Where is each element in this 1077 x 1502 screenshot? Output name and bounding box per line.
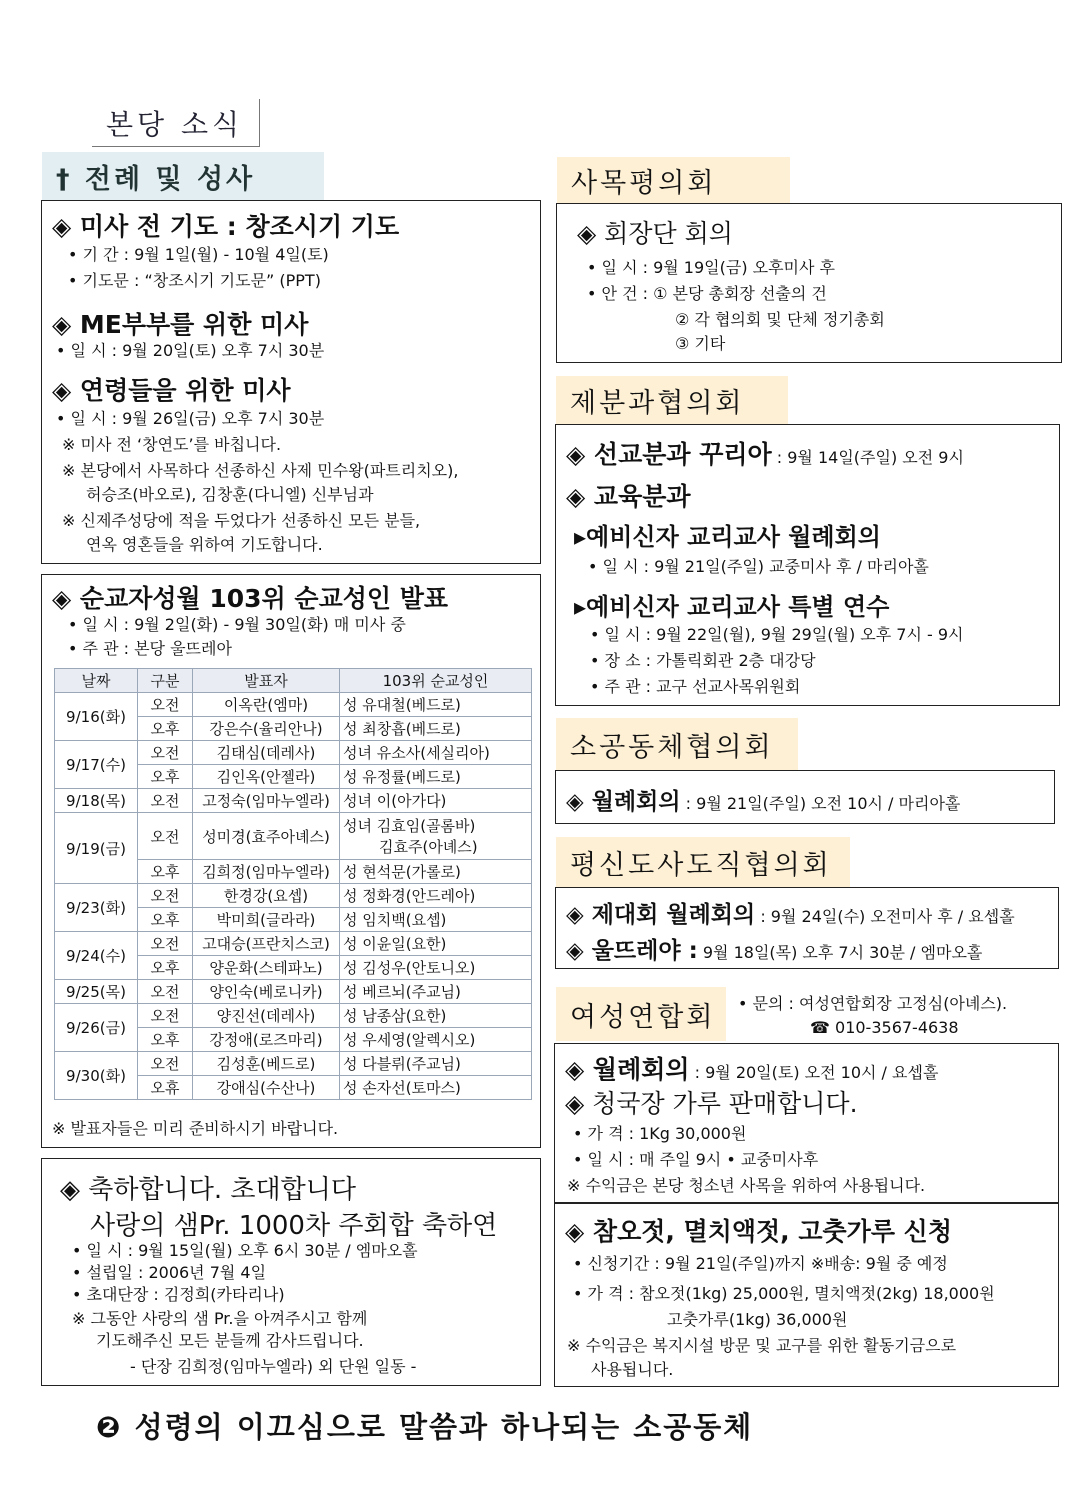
order-note-2: 사용됩니다.	[591, 1360, 674, 1379]
laity-title: 평신도사도직협의회	[570, 849, 832, 881]
saint-cell: 성 유대철(베드로)	[340, 693, 532, 717]
edu-sub2-time: • 일 시 : 9월 22일(월), 9월 29일(월) 오후 7시 - 9시	[590, 625, 964, 644]
table-row	[55, 789, 532, 813]
edu-sub1-time: • 일 시 : 9월 21일(주일) 교중미사 후 / 마리아홀	[588, 557, 929, 576]
souls-mass-heading: ◈ 연령들을 위한 미사	[52, 376, 291, 405]
department-box	[555, 424, 1060, 706]
section-header	[92, 99, 260, 147]
date-cell: 9/26(금)	[55, 1004, 138, 1052]
order-price-2: 고춧가루(1kg) 36,000원	[667, 1310, 848, 1329]
education-heading: ◈ 교육분과	[566, 482, 691, 511]
table-header-row	[55, 669, 532, 693]
celebration-thanks2: 기도해주신 모든 분들께 감사드립니다.	[96, 1331, 364, 1350]
date-cell: 9/18(목)	[55, 789, 138, 813]
edu-sub2-host: • 주 관 : 교구 선교사목위원회	[590, 677, 801, 696]
speaker-cell: 강은수(율리안나)	[193, 717, 340, 741]
edu-sub2-heading: ▸예비신자 교리교사 특별 연수	[574, 593, 890, 621]
saint-cell: 성 우세영(알렉시오)	[340, 1028, 532, 1052]
sale-price: • 가 격 : 1Kg 30,000원	[573, 1124, 747, 1143]
sale-heading: ◈ 청국장 가루 판매합니다.	[565, 1089, 858, 1118]
women-box	[554, 1043, 1059, 1203]
laity-tab	[556, 837, 850, 887]
speaker-cell: 박미희(글라라)	[193, 908, 340, 932]
celebration-box	[41, 1158, 541, 1386]
mission-heading	[566, 435, 964, 471]
celebration-time: • 일 시 : 9월 15일(월) 오후 6시 30분 / 엠마오홀	[72, 1241, 418, 1260]
speaker-cell: 강애심(수산나)	[193, 1076, 340, 1100]
time-cell: 오전	[138, 789, 193, 813]
table-row	[55, 932, 532, 956]
col-saint: 103위 순교성인	[340, 669, 532, 693]
martyrs-heading: ◈ 순교자성월 103위 순교성인 발표	[52, 584, 449, 613]
time-cell: 오전	[138, 741, 193, 765]
speaker-cell: 한경강(요셉)	[193, 884, 340, 908]
date-cell: 9/17(수)	[55, 741, 138, 789]
speaker-cell: 김희정(임마누엘라)	[193, 860, 340, 884]
speaker-cell: 고대승(프란치스코)	[193, 932, 340, 956]
saint-cell: 성 유정률(베드로)	[340, 765, 532, 789]
saint-cell: 성 남종삼(요한)	[340, 1004, 532, 1028]
community-meeting	[566, 783, 960, 816]
mission-heading-text: ◈ 선교분과 꾸리아	[566, 440, 772, 469]
date-cell: 9/25(목)	[55, 980, 138, 1004]
speaker-cell: 성미경(효주아녜스)	[193, 813, 340, 860]
laity-box	[555, 887, 1059, 969]
saint-cell: 성녀 이(아가다)	[340, 789, 532, 813]
saint-cell: 성 이윤일(요한)	[340, 932, 532, 956]
women-title: 여성연합회	[570, 1001, 716, 1033]
laity-h1: ◈ 제대회 월례회의	[566, 902, 756, 928]
time-cell: 오전	[138, 813, 193, 860]
laity-ultreya	[566, 932, 982, 965]
saint-cell: 성 정화경(안드레아)	[340, 884, 532, 908]
col-date: 날짜	[55, 669, 138, 693]
time-cell: 오후	[138, 1028, 193, 1052]
pastoral-agenda: • 안 건 : ① 본당 총회장 선출의 건	[587, 284, 827, 303]
time-cell: 오후	[138, 956, 193, 980]
date-cell: 9/24(수)	[55, 932, 138, 980]
speaker-cell: 이옥란(엠마)	[193, 693, 340, 717]
celebration-leader: • 초대단장 : 김정희(카타리나)	[72, 1285, 285, 1304]
table-row	[55, 1052, 532, 1076]
table-row	[55, 693, 532, 717]
community-box	[555, 770, 1055, 824]
date-cell: 9/23(화)	[55, 884, 138, 932]
section-title: 본당 소식	[106, 107, 244, 141]
time-cell: 오전	[138, 932, 193, 956]
saint-cell: 성 김성우(안토니오)	[340, 956, 532, 980]
laity-altar-meeting	[566, 896, 1015, 929]
community-meeting-heading: ◈ 월례회의	[566, 789, 681, 815]
women-meeting	[565, 1050, 938, 1086]
liturgy-box	[41, 200, 541, 564]
women-phone: ☎ 010-3567-4638	[810, 1018, 959, 1037]
souls-mass-note3b: 연옥 영혼들을 위하여 기도합니다.	[86, 535, 323, 554]
laity-d2: 9월 18일(목) 오후 7시 30분 / 엠마오홀	[697, 943, 983, 962]
sale-time: • 일 시 : 매 주일 9시 • 교중미사후	[573, 1150, 819, 1169]
table-row	[55, 1004, 532, 1028]
time-cell: 오전	[138, 693, 193, 717]
time-cell: 오후	[138, 860, 193, 884]
pastoral-agenda-2: ② 각 협의회 및 단체 정기총회	[675, 310, 885, 329]
sale-note: ※ 수익금은 본당 청소년 사목을 위하여 사용됩니다.	[567, 1176, 926, 1195]
community-meeting-detail: : 9월 21일(주일) 오전 10시 / 마리아홀	[680, 794, 961, 813]
laity-d1: : 9월 24일(수) 오전미사 후 / 요셉홀	[755, 907, 1015, 926]
prayer-text: • 기도문 : “창조시기 기도문” (PPT)	[68, 271, 321, 290]
speaker-cell: 고정숙(임마누엘라)	[193, 789, 340, 813]
speaker-cell: 강정애(로즈마리)	[193, 1028, 340, 1052]
me-mass-heading: ◈ ME부부를 위한 미사	[52, 310, 309, 339]
celebration-signature: - 단장 김희정(임마누엘라) 외 단원 일동 -	[130, 1357, 417, 1376]
women-meeting-detail: : 9월 20일(토) 오전 10시 / 요셉홀	[689, 1063, 939, 1082]
souls-mass-note3: ※ 신제주성당에 적을 두었다가 선종하신 모든 분들,	[62, 511, 421, 530]
order-box	[554, 1203, 1059, 1387]
liturgy-title: † 전례 및 성사	[56, 163, 256, 195]
footer-slogan: ❷ 성령의 이끄심으로 말씀과 하나되는 소공동체	[96, 1410, 754, 1444]
martyrs-host: • 주 관 : 본당 울뜨레아	[68, 639, 232, 658]
souls-mass-note2: ※ 본당에서 사목하다 선종하신 사제 민수왕(파트리치오),	[62, 461, 459, 480]
time-cell: 오전	[138, 884, 193, 908]
time-cell: 오휴	[138, 1076, 193, 1100]
saint-cell: 성 다블뤼(주교님)	[340, 1052, 532, 1076]
table-row	[55, 980, 532, 1004]
saint-line: 성녀 김효임(골롬바)	[343, 817, 476, 835]
community-title: 소공동체협의회	[570, 731, 774, 763]
date-cell: 9/19(금)	[55, 813, 138, 884]
women-tab	[556, 987, 726, 1041]
prayer-heading: ◈ 미사 전 기도 : 창조시기 기도	[52, 212, 400, 241]
laity-h2: ◈ 울뜨레야 :	[566, 938, 698, 964]
me-mass-time: • 일 시 : 9월 20일(토) 오후 7시 30분	[56, 341, 325, 360]
table-row	[55, 741, 532, 765]
speaker-cell: 김태심(데레사)	[193, 741, 340, 765]
date-cell: 9/16(화)	[55, 693, 138, 741]
martyrs-note: ※ 발표자들은 미리 준비하시기 바랍니다.	[52, 1119, 339, 1138]
order-note: ※ 수익금은 복지시설 방문 및 교구를 위한 활동기금으로	[567, 1336, 957, 1355]
date-cell: 9/30(화)	[55, 1052, 138, 1100]
souls-mass-time: • 일 시 : 9월 26일(금) 오후 7시 30분	[56, 409, 325, 428]
pastoral-title: 사목평의회	[571, 167, 717, 199]
souls-mass-note2b: 허승조(바오로), 김창훈(다니엘) 신부님과	[86, 485, 374, 504]
saint-line-2: 김효주(아녜스)	[379, 838, 478, 856]
pastoral-time: • 일 시 : 9월 19일(금) 오후미사 후	[587, 258, 836, 277]
pastoral-heading: ◈ 회장단 회의	[577, 219, 733, 248]
community-tab	[556, 718, 798, 770]
saint-cell: 성 베르뇌(주교님)	[340, 980, 532, 1004]
pastoral-tab	[557, 157, 790, 203]
women-contact: • 문의 : 여성연합회장 고정심(아녜스).	[738, 994, 1008, 1013]
time-cell: 오후	[138, 908, 193, 932]
edu-sub2-place: • 장 소 : 가톨릭회관 2층 대강당	[590, 651, 816, 670]
saint-cell: 성 최창흡(베드로)	[340, 717, 532, 741]
pastoral-agenda-3: ③ 기타	[675, 334, 726, 353]
order-heading: ◈ 참오젓, 멸치액젓, 고춧가루 신청	[565, 1217, 952, 1246]
col-type: 구분	[138, 669, 193, 693]
department-tab	[556, 376, 788, 424]
saint-cell: 성 손자선(토마스)	[340, 1076, 532, 1100]
women-meeting-heading: ◈ 월례회의	[565, 1055, 690, 1084]
saint-cell	[340, 813, 532, 860]
speaker-cell: 김성훈(베드로)	[193, 1052, 340, 1076]
time-cell: 오전	[138, 1004, 193, 1028]
prayer-period: • 기 간 : 9월 1일(월) - 10월 4일(토)	[68, 245, 329, 264]
celebration-founded: • 설립일 : 2006년 7월 4일	[72, 1263, 267, 1282]
table-row	[55, 884, 532, 908]
martyrs-box	[41, 574, 541, 1148]
edu-sub1-heading: ▸예비신자 교리교사 월례회의	[574, 523, 881, 551]
martyrs-schedule-table	[54, 668, 532, 1100]
celebration-heading: ◈ 축하합니다. 초대합니다	[60, 1175, 356, 1205]
saint-cell: 성녀 유소사(세실리아)	[340, 741, 532, 765]
souls-mass-note1: ※ 미사 전 ‘창연도’를 바칩니다.	[62, 435, 282, 454]
celebration-subheading: 사랑의 샘Pr. 1000차 주회합 축하연	[90, 1211, 498, 1241]
speaker-cell: 양운화(스테파노)	[193, 956, 340, 980]
liturgy-tab	[42, 152, 324, 200]
time-cell: 오전	[138, 1052, 193, 1076]
order-price: • 가 격 : 참오젓(1kg) 25,000원, 멸치액젓(2kg) 18,000원	[573, 1284, 995, 1303]
saint-cell: 성 현석문(가롤로)	[340, 860, 532, 884]
time-cell: 오후	[138, 717, 193, 741]
department-title: 제분과협의회	[570, 387, 745, 419]
speaker-cell: 양인숙(베로니카)	[193, 980, 340, 1004]
speaker-cell: 양진선(데레사)	[193, 1004, 340, 1028]
saint-cell: 성 임치백(요셉)	[340, 908, 532, 932]
time-cell: 오후	[138, 765, 193, 789]
col-speaker: 발표자	[193, 669, 340, 693]
mission-detail: : 9월 14일(주일) 오전 9시	[771, 448, 964, 467]
celebration-thanks1: ※ 그동안 사랑의 샘 Pr.을 아껴주시고 함께	[72, 1309, 368, 1328]
speaker-cell: 김인옥(안젤라)	[193, 765, 340, 789]
martyrs-period: • 일 시 : 9월 2일(화) - 9월 30일(화) 매 미사 중	[68, 615, 406, 634]
pastoral-box	[556, 203, 1062, 363]
time-cell: 오전	[138, 980, 193, 1004]
table-row	[55, 813, 532, 860]
order-period: • 신청기간 : 9월 21일(주일)까지 ※배송: 9월 중 예정	[573, 1254, 948, 1273]
